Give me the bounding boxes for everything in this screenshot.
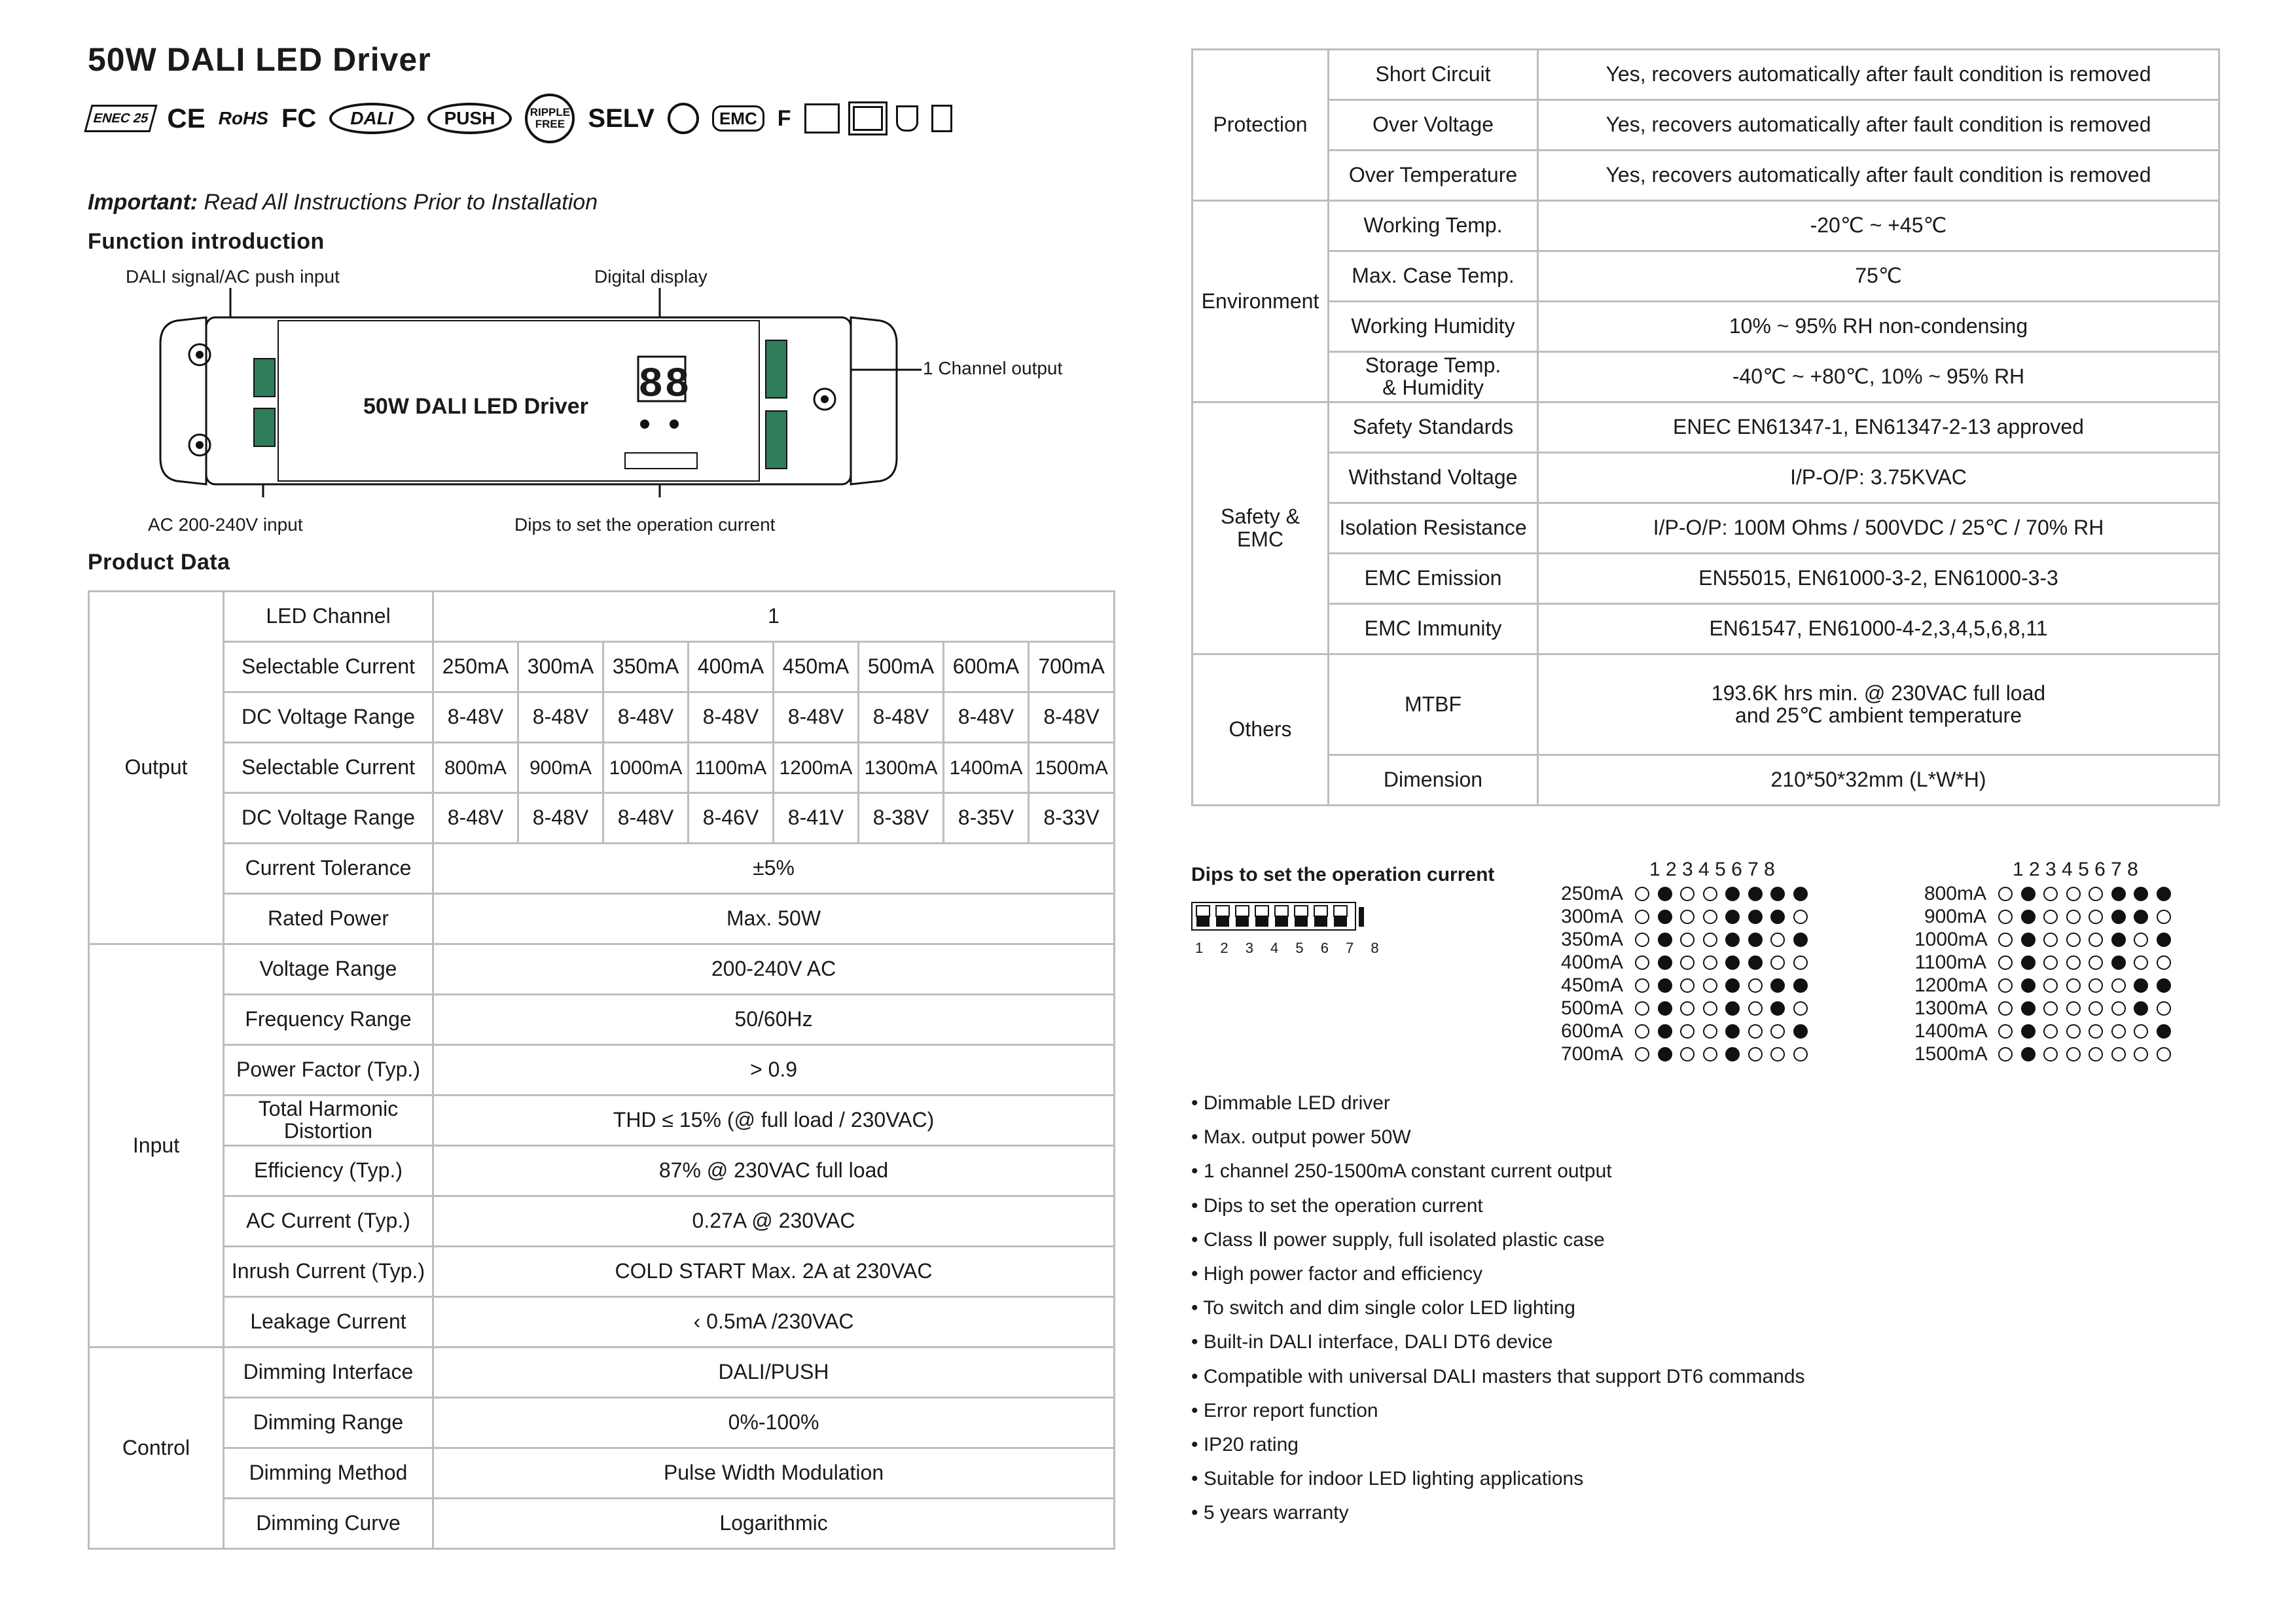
dip-off-dot	[1998, 955, 2013, 970]
dip-off-dot	[1998, 1001, 2013, 1016]
dip-setting-row	[1551, 928, 1816, 951]
dip-on-dot	[2021, 978, 2036, 993]
dip-off-dot	[2066, 887, 2081, 901]
dip-off-dot	[2043, 910, 2058, 924]
dip-off-dot	[1703, 1047, 1717, 1061]
selv-cert-icon: SELV	[588, 104, 655, 133]
dip-off-dot	[1703, 1024, 1717, 1039]
dip-off-dot	[2066, 933, 2081, 947]
dip-on-dot	[1658, 1047, 1672, 1061]
table-row: Selectable Current 800mA 900mA 1000mA 1100mA 1200mA 1300mA 1400mA 1500mA	[89, 743, 1115, 793]
dip-on-dot	[1748, 910, 1763, 924]
dip-on-dot	[2157, 887, 2171, 901]
dip-on-dot	[1658, 978, 1672, 993]
dip-off-dot	[1703, 887, 1717, 901]
table-row: Dimension 210*50*32mm (L*W*H)	[1193, 755, 2219, 806]
dip-off-dot	[1793, 1047, 1808, 1061]
dip-off-dot	[2134, 933, 2148, 947]
dip-current-label: 500mA	[1560, 997, 1623, 1019]
dip-on-dot	[1725, 1001, 1740, 1016]
dip-off-dot	[2043, 887, 2058, 901]
dip-off-dot	[1998, 910, 2013, 924]
dip-off-dot	[1680, 1024, 1695, 1039]
dip-off-dot	[1998, 1024, 2013, 1039]
dip-current-label: 1200mA	[1914, 974, 1988, 996]
table-row: Leakage Current ‹ 0.5mA /230VAC	[89, 1297, 1115, 1347]
dip-off-dot	[1680, 887, 1695, 901]
dip-setting-row	[1914, 951, 2179, 974]
emc-cert-icon: EMC	[712, 105, 764, 132]
table-row: DC Voltage Range 8-48V 8-48V 8-48V 8-48V 8-48V 8-48V 8-48V 8-48V	[89, 692, 1115, 743]
dips-heading: Dips to set the operation current	[1191, 864, 1495, 885]
list-item: • High power factor and efficiency	[1191, 1257, 1805, 1291]
dip-on-dot	[1770, 887, 1785, 901]
dip-off-dot	[1680, 1047, 1695, 1061]
dip-on-dot	[2111, 887, 2126, 901]
dip-off-dot	[2066, 910, 2081, 924]
push-cert-icon: PUSH	[427, 103, 512, 134]
feature-list	[1191, 1086, 1805, 1530]
dip-current-label: 350mA	[1560, 928, 1623, 950]
dip-off-dot	[2134, 1047, 2148, 1061]
dip-setting-row	[1914, 997, 2179, 1020]
dip-on-dot	[2021, 910, 2036, 924]
dip-on-dot	[1748, 955, 1763, 970]
dip-on-dot	[1748, 933, 1763, 947]
dip-on-dot	[2021, 1047, 2036, 1061]
f-mark-cert-icon: F	[777, 106, 791, 131]
dip-off-dot	[1770, 933, 1785, 947]
table-row: Dimming Method Pulse Width Modulation	[89, 1448, 1115, 1499]
dip-off-dot	[1748, 1024, 1763, 1039]
dip-off-dot	[1703, 910, 1717, 924]
dip-table-b-numbers: 1 2 3 4 5 6 7 8	[2013, 859, 2138, 880]
dip-on-dot	[1658, 887, 1672, 901]
table-row: Over Voltage Yes, recovers automatically after fault condition is removed	[1193, 100, 2219, 151]
dip-setting-row	[1551, 951, 1816, 974]
dip-off-dot	[1680, 933, 1695, 947]
dip-off-dot	[2089, 1001, 2103, 1016]
dip-on-dot	[2111, 933, 2126, 947]
table-row: Frequency Range 50/60Hz	[89, 995, 1115, 1045]
rohs-cert-icon: RoHS	[218, 108, 268, 128]
product-data-table	[88, 590, 1115, 1550]
dips-label: Dips to set the operation current	[514, 514, 776, 535]
dip-on-dot	[1725, 1024, 1740, 1039]
important-note: Important: Read All Instructions Prior to Installation	[88, 190, 598, 215]
table-row: EMC Immunity EN61547, EN61000-4-2,3,4,5,6,8,11	[1193, 604, 2219, 654]
dip-off-dot	[2089, 955, 2103, 970]
dip-on-dot	[1658, 933, 1672, 947]
dip-on-dot	[2111, 955, 2126, 970]
dip-on-dot	[1793, 933, 1808, 947]
dip-off-dot	[2111, 1024, 2126, 1039]
table-row: Efficiency (Typ.) 87% @ 230VAC full load	[89, 1146, 1115, 1196]
dip-on-dot	[1658, 910, 1672, 924]
dip-off-dot	[2089, 978, 2103, 993]
dip-off-dot	[1748, 978, 1763, 993]
product-data-heading: Product Data	[88, 550, 230, 575]
dip-off-dot	[1793, 910, 1808, 924]
dip-on-dot	[2021, 1024, 2036, 1039]
dip-off-dot	[2043, 1047, 2058, 1061]
dip-on-dot	[1725, 978, 1740, 993]
dip-off-dot	[1998, 1047, 2013, 1061]
list-item: • Compatible with universal DALI masters that support DT6 commands	[1191, 1360, 1805, 1394]
dip-on-dot	[1793, 978, 1808, 993]
dip-on-dot	[1725, 910, 1740, 924]
table-row: Dimming Range 0%-100%	[89, 1398, 1115, 1448]
dip-off-dot	[1635, 1024, 1649, 1039]
table-row: DC Voltage Range 8-48V 8-48V 8-48V 8-46V 8-41V 8-38V 8-35V 8-33V	[89, 793, 1115, 844]
table-row: Environment Working Temp. -20℃ ~ +45℃	[1193, 201, 2219, 251]
dip-on-dot	[2134, 910, 2148, 924]
dip-on-dot	[2021, 887, 2036, 901]
dip-off-dot	[1703, 978, 1717, 993]
table-row: Input Voltage Range 200-240V AC	[89, 944, 1115, 995]
digital-display-readout: 88	[638, 362, 691, 409]
dip-off-dot	[2043, 978, 2058, 993]
dip-off-dot	[2157, 1001, 2171, 1016]
dip-off-dot	[1635, 1001, 1649, 1016]
table-row: Safety & EMC Safety Standards ENEC EN61347-1, EN61347-2-13 approved	[1193, 402, 2219, 453]
dip-current-label: 800mA	[1924, 882, 1986, 904]
dip-off-dot	[2066, 978, 2081, 993]
dip-off-dot	[1998, 933, 2013, 947]
table-row: AC Current (Typ.) 0.27A @ 230VAC	[89, 1196, 1115, 1247]
dip-current-label: 400mA	[1560, 951, 1623, 973]
dip-setting-row	[1914, 905, 2179, 928]
dip-off-dot	[1793, 955, 1808, 970]
channel-output-label: 1 Channel output	[923, 358, 1063, 378]
dip-on-dot	[1725, 955, 1740, 970]
dip-on-dot	[1770, 910, 1785, 924]
dip-off-dot	[2089, 933, 2103, 947]
dip-off-dot	[2111, 1047, 2126, 1061]
weee-bin-icon	[931, 105, 952, 132]
dip-on-dot	[2134, 1001, 2148, 1016]
dip-off-dot	[2089, 1024, 2103, 1039]
shield-cert-icon	[896, 105, 918, 132]
dip-on-dot	[1725, 887, 1740, 901]
dip-on-dot	[2157, 978, 2171, 993]
dip-setting-row	[1914, 974, 2179, 997]
dip-off-dot	[2043, 1024, 2058, 1039]
table-row: Storage Temp. & Humidity -40℃ ~ +80℃, 10% ~ 95% RH	[1193, 352, 2219, 402]
dip-off-dot	[1635, 978, 1649, 993]
table-row: Selectable Current 250mA 300mA 350mA 400mA 450mA 500mA 600mA 700mA	[89, 642, 1115, 692]
input-group-label: Input	[89, 944, 224, 1347]
table-row: Working Humidity 10% ~ 95% RH non-condensing	[1193, 302, 2219, 352]
dip-on-dot	[1658, 955, 1672, 970]
table-row: Total Harmonic Distortion THD ≤ 15% (@ full load / 230VAC)	[89, 1096, 1115, 1146]
output-group-label: Output	[89, 592, 224, 944]
dip-on-dot	[2134, 887, 2148, 901]
page-title: 50W DALI LED Driver	[88, 41, 431, 78]
dip-off-dot	[2157, 1047, 2171, 1061]
table-row: Withstand Voltage I/P-O/P: 3.75KVAC	[1193, 453, 2219, 503]
table-row: Current Tolerance ±5%	[89, 844, 1115, 894]
dip-setting-row	[1551, 882, 1816, 905]
digital-display-label: Digital display	[594, 266, 708, 287]
dip-off-dot	[1703, 1001, 1717, 1016]
dip-on-dot	[1725, 1047, 1740, 1061]
dip-setting-row	[1551, 905, 1816, 928]
list-item: • 5 years warranty	[1191, 1496, 1805, 1530]
control-group-label: Control	[89, 1347, 224, 1549]
dip-off-dot	[2134, 1024, 2148, 1039]
dip-off-dot	[2111, 978, 2126, 993]
fc-cert-icon: FC	[281, 104, 317, 133]
dip-off-dot	[1635, 933, 1649, 947]
dip-off-dot	[2134, 955, 2148, 970]
table-row: Max. Case Temp. 75℃	[1193, 251, 2219, 302]
dip-off-dot	[2066, 1047, 2081, 1061]
dip-off-dot	[1635, 910, 1649, 924]
list-item: • Built-in DALI interface, DALI DT6 device	[1191, 1325, 1805, 1359]
list-item: • 1 channel 250-1500mA constant current output	[1191, 1154, 1805, 1188]
dip-off-dot	[2157, 910, 2171, 924]
dip-on-dot	[2157, 933, 2171, 947]
dip-off-dot	[1748, 1001, 1763, 1016]
ip20-cert-icon	[804, 103, 840, 134]
dip-off-dot	[2089, 910, 2103, 924]
dip-current-label: 1100mA	[1914, 951, 1986, 973]
dip-off-dot	[1635, 1047, 1649, 1061]
device-name-label: 50W DALI LED Driver	[363, 394, 588, 419]
table-row: Inrush Current (Typ.) COLD START Max. 2A at 230VAC	[89, 1247, 1115, 1297]
dip-setting-row	[1551, 974, 1816, 997]
dip-setting-row	[1551, 997, 1816, 1020]
dip-current-label: 250mA	[1560, 882, 1623, 904]
table-row: Isolation Resistance I/P-O/P: 100M Ohms / 500VDC / 25℃ / 70% RH	[1193, 503, 2219, 554]
dip-off-dot	[1680, 910, 1695, 924]
table-row: EMC Emission EN55015, EN61000-3-2, EN61000-3-3	[1193, 554, 2219, 604]
dip-off-dot	[2157, 955, 2171, 970]
list-item: • IP20 rating	[1191, 1428, 1805, 1462]
dip-off-dot	[1635, 955, 1649, 970]
specification-table	[1191, 48, 2220, 806]
dip-current-label: 1400mA	[1914, 1020, 1988, 1042]
dip-off-dot	[2066, 1024, 2081, 1039]
dip-off-dot	[1998, 887, 2013, 901]
dip-setting-row	[1914, 1020, 2179, 1043]
double-box-cert-icon	[853, 106, 883, 131]
dip-current-label: 900mA	[1924, 905, 1986, 927]
dip-current-label: 1000mA	[1914, 928, 1988, 950]
ripple-free-cert-icon: RIPPLE FREE	[525, 94, 575, 143]
table-row: Power Factor (Typ.) > 0.9	[89, 1045, 1115, 1096]
function-intro-heading: Function introduction	[88, 229, 325, 254]
dip-off-dot	[2066, 955, 2081, 970]
dip-on-dot	[1658, 1001, 1672, 1016]
list-item: • Class Ⅱ power supply, full isolated plastic case	[1191, 1223, 1805, 1257]
dip-off-dot	[1770, 1047, 1785, 1061]
dip-on-dot	[1748, 887, 1763, 901]
dip-off-dot	[1998, 978, 2013, 993]
dip-current-label: 450mA	[1560, 974, 1623, 996]
table-row: Rated Power Max. 50W	[89, 894, 1115, 944]
dip-off-dot	[2043, 1001, 2058, 1016]
dip-on-dot	[2021, 1001, 2036, 1016]
dip-table-b	[1914, 859, 2179, 1065]
table-row: Dimming Curve Logarithmic	[89, 1499, 1115, 1549]
dip-on-dot	[2021, 933, 2036, 947]
dip-on-dot	[1658, 1024, 1672, 1039]
dip-off-dot	[1703, 955, 1717, 970]
dip-on-dot	[1725, 933, 1740, 947]
safety-group-label: Safety & EMC	[1193, 402, 1329, 654]
table-row: Over Temperature Yes, recovers automatically after fault condition is removed	[1193, 151, 2219, 201]
dip-off-dot	[1770, 1024, 1785, 1039]
list-item: • Suitable for indoor LED lighting applications	[1191, 1462, 1805, 1496]
dip-on-dot	[1770, 978, 1785, 993]
ac-input-label: AC 200-240V input	[148, 514, 303, 535]
list-item: • Dimmable LED driver	[1191, 1086, 1805, 1120]
dip-setting-row	[1551, 1043, 1816, 1065]
dip-current-label: 600mA	[1560, 1020, 1623, 1042]
dip-off-dot	[1635, 887, 1649, 901]
protection-group-label: Protection	[1193, 50, 1329, 201]
dip-current-label: 1500mA	[1914, 1043, 1988, 1065]
dip-off-dot	[2089, 1047, 2103, 1061]
dip-off-dot	[2111, 1001, 2126, 1016]
dip-on-dot	[2157, 1024, 2171, 1039]
dip-off-dot	[2089, 887, 2103, 901]
class-ii-cert-icon	[668, 103, 699, 134]
dip-on-dot	[2134, 978, 2148, 993]
dip-setting-row	[1914, 928, 2179, 951]
dip-off-dot	[1680, 955, 1695, 970]
dip-off-dot	[1770, 955, 1785, 970]
others-group-label: Others	[1193, 654, 1329, 806]
dip-off-dot	[1680, 978, 1695, 993]
dip-on-dot	[2021, 955, 2036, 970]
dip-setting-row	[1914, 882, 2179, 905]
enec-cert-icon: ENEC 25	[84, 105, 158, 132]
dip-setting-row	[1551, 1020, 1816, 1043]
list-item: • To switch and dim single color LED lighting	[1191, 1291, 1805, 1325]
dali-input-label: DALI signal/AC push input	[126, 266, 340, 287]
table-row: Output LED Channel 1	[89, 592, 1115, 642]
dip-on-dot	[1770, 1001, 1785, 1016]
dip-current-label: 1300mA	[1914, 997, 1988, 1019]
list-item: • Dips to set the operation current	[1191, 1189, 1805, 1223]
dip-current-label: 700mA	[1560, 1043, 1623, 1065]
dip-off-dot	[2066, 1001, 2081, 1016]
environment-group-label: Environment	[1193, 201, 1329, 402]
dip-on-dot	[1793, 1024, 1808, 1039]
dali-cert-icon: DALI	[329, 103, 414, 134]
dip-on-dot	[2111, 910, 2126, 924]
dip-current-label: 300mA	[1560, 905, 1623, 927]
list-item: • Max. output power 50W	[1191, 1120, 1805, 1154]
ce-cert-icon: CE	[167, 103, 206, 134]
table-row: Protection Short Circuit Yes, recovers automatically after fault condition is removed	[1193, 50, 2219, 100]
dip-setting-row	[1914, 1043, 2179, 1065]
dip-off-dot	[2043, 955, 2058, 970]
dip-switch-numbers: 1 2 3 4 5 6 7 8	[1195, 940, 1386, 956]
dip-table-a-numbers: 1 2 3 4 5 6 7 8	[1649, 859, 1775, 880]
dip-switch-diagram	[1191, 902, 1368, 941]
dip-off-dot	[1748, 1047, 1763, 1061]
dip-off-dot	[1680, 1001, 1695, 1016]
table-row: Control Dimming Interface DALI/PUSH	[89, 1347, 1115, 1398]
dip-table-a	[1551, 859, 1816, 1065]
dip-off-dot	[2043, 933, 2058, 947]
dip-on-dot	[1793, 887, 1808, 901]
dip-off-dot	[1793, 1001, 1808, 1016]
list-item: • Error report function	[1191, 1394, 1805, 1428]
dip-off-dot	[1703, 933, 1717, 947]
certification-logos	[88, 92, 952, 145]
table-row: Others MTBF 193.6K hrs min. @ 230VAC full load and 25℃ ambient temperature	[1193, 654, 2219, 755]
